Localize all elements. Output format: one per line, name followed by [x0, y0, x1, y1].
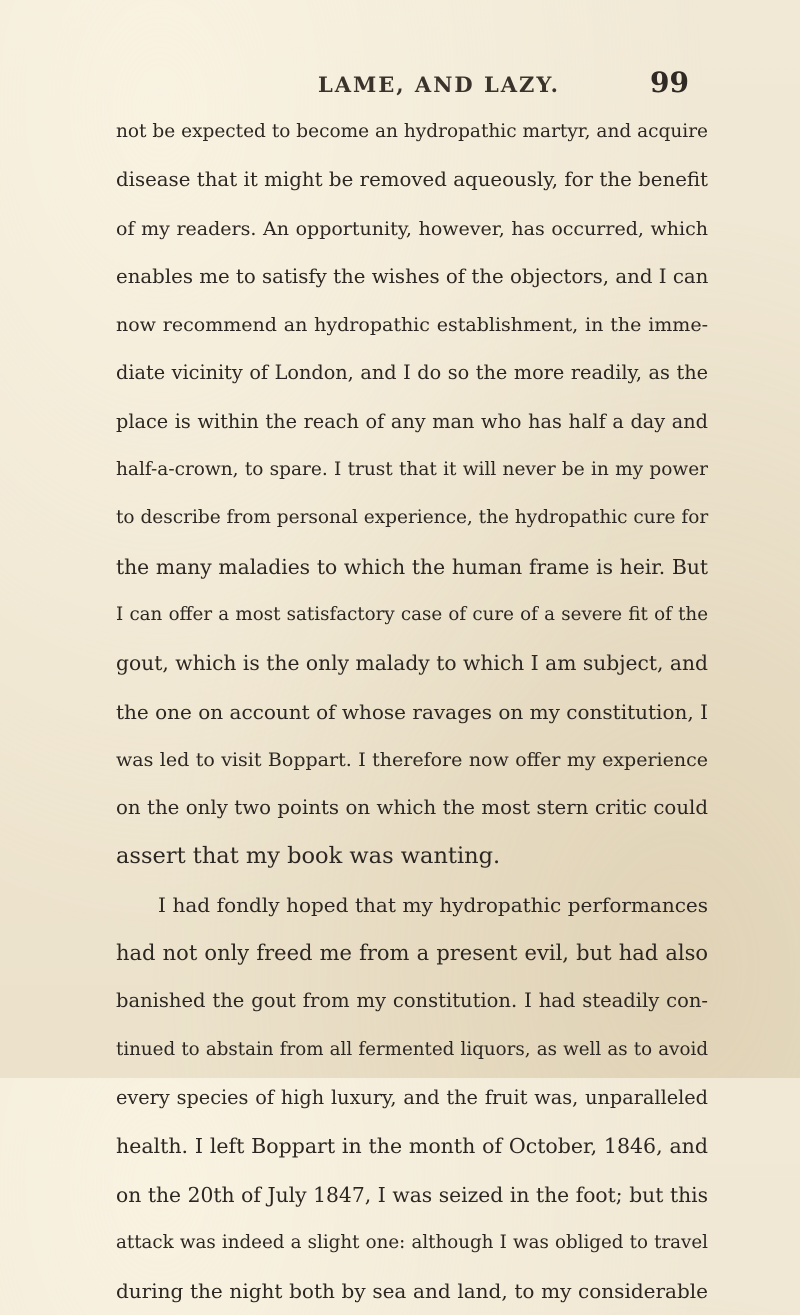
text-line: enables me to satisfy the wishes of the objectors, and I can [116, 264, 709, 288]
text-line: banished the gout from my constitution. I had steadily con- [116, 989, 708, 1013]
running-head: LAME, AND LAZY. [318, 72, 560, 97]
text-line: not be expected to become an hydropathic martyr, and acquire [116, 121, 708, 142]
text-line: to describe from personal experience, the hydropathic cure for [116, 507, 709, 529]
text-line: was led to visit Boppart. I therefore now offer my experience [116, 748, 708, 771]
text-line: assert that my book was wanting. [116, 843, 501, 870]
text-line: diate vicinity of London, and I do so the more readily, as the [116, 361, 708, 385]
paragraph-start-line: I had fondly hoped that my hydropathic performances [158, 892, 708, 917]
text-line: the many maladies to which the human frame is heir. But [116, 554, 708, 579]
text-line: had not only freed me from a present evil, but had also [116, 941, 708, 966]
text-line: health. I left Boppart in the month of October, 1846, and [116, 1134, 708, 1159]
page-header [0, 66, 800, 112]
page-number: 99 [650, 66, 689, 99]
text-line: disease that it might be removed aqueously, for the benefit [116, 168, 708, 192]
text-line: attack was indeed a slight one: although I was obliged to travel [116, 1231, 708, 1253]
text-line: during the night both by sea and land, to my considerable [116, 1279, 708, 1304]
text-line: on the 20th of July 1847, I was seized in the foot; but this [116, 1182, 708, 1207]
text-line: place is within the reach of any man who has half a day and [116, 409, 708, 433]
text-line: now recommend an hydropathic establishment, in the imme- [116, 314, 708, 337]
text-line: half-a-crown, to spare. I trust that it will never be in my power [116, 459, 708, 481]
text-line: gout, which is the only malady to which I am subject, and [116, 651, 708, 676]
text-line: the one on account of whose ravages on my constitution, I [116, 699, 708, 724]
text-line: of my readers. An opportunity, however, has occurred, which [116, 217, 708, 240]
body-text [116, 108, 708, 1315]
text-line: tinued to abstain from all fermented liquors, as well as to avoid [116, 1038, 708, 1060]
text-line: I can offer a most satisfactory case of cure of a severe fit of the [116, 603, 708, 625]
text-line: every species of high luxury, and the fruit was, unparalleled [116, 1085, 708, 1109]
text-line: on the only two points on which the most stern critic could [116, 796, 708, 820]
